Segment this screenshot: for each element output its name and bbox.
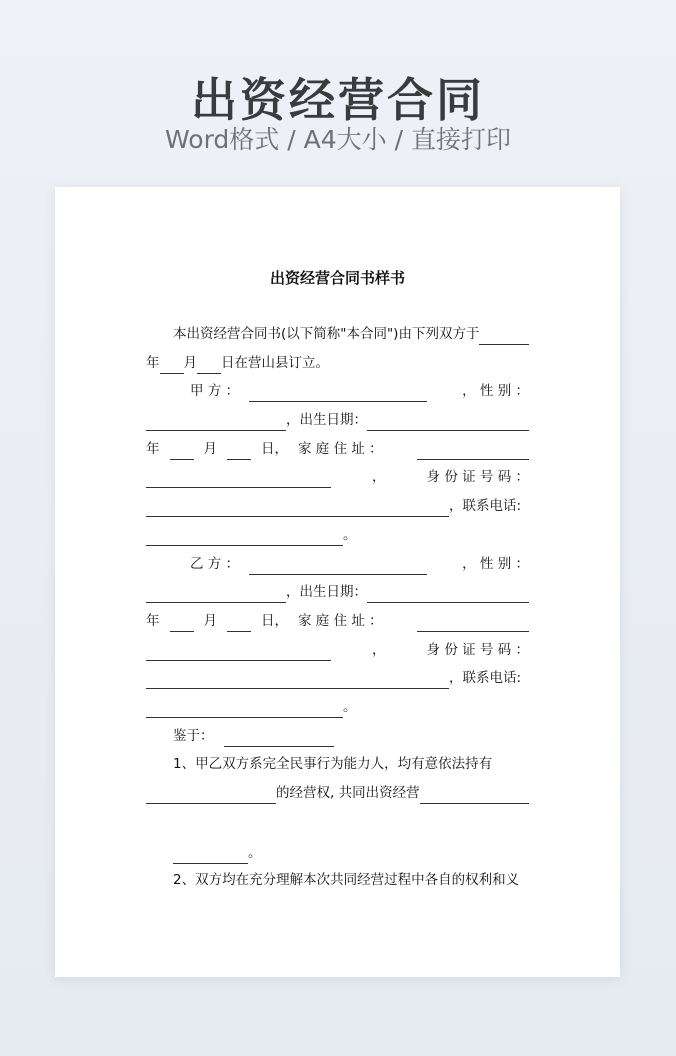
party-a-line-1: 甲 方 ： ， 性 别 ： [146,380,529,402]
party-b-id-blank [146,673,449,689]
party-b-line-5: ，联系电话: [146,667,529,689]
whereas-label: 鉴于： [173,728,214,744]
party-a-line-3: 年 月 日， 家 庭 住 址 ： [146,438,529,460]
intro-line-2: 年 月 日在营山县订立。 [146,352,529,374]
party-a-phone-blank [146,530,343,546]
clause-1-line-2: 的经营权, 共同出资经营 [146,782,529,804]
party-b-line-1: 乙 方 ： ， 性 别 ： [146,553,529,575]
party-a-line-2: ，出生日期： [146,409,529,431]
page-title: 出资经营合同 [191,73,485,127]
document-page [55,187,620,977]
intro-text: 本出资经营合同书(以下简称"本合同")由下列双方于 [173,326,480,342]
party-b-name-blank [249,559,427,575]
party-b-line-6: 。 [146,696,529,718]
party-b-label: 乙 方 ： [190,556,240,572]
clause-1-line-3: 。 [173,842,529,864]
party-a-address-blank [417,444,529,460]
party-b-line-2: ，出生日期： [146,581,529,603]
party-b-line-4: ， 身 份 证 号 码 ： [146,639,529,661]
party-b-gender-blank [146,587,286,603]
party-a-line-4: ， 身 份 证 号 码 ： [146,466,529,488]
date-blank [479,329,529,345]
page-subtitle: Word格式 / A4大小 / 直接打印 [165,125,511,154]
clause-1-line-1: 1、甲乙双方系完全民事行为能力人，均有意依法持有 [173,756,493,772]
whereas-blank [224,731,334,747]
party-a-line-6: 。 [146,524,529,546]
party-a-birth-blank [367,415,529,431]
party-a-name-blank [249,386,427,402]
party-b-phone-blank [146,702,343,718]
intro-line-1 [173,323,529,345]
party-a-id-blank [146,501,449,517]
party-b-line-3: 年 月 日， 家 庭 住 址 ： [146,610,529,632]
document-title: 出资经营合同书样书 [269,269,405,287]
party-a-line-5: ，联系电话: [146,495,529,517]
party-b-birth-blank [367,587,529,603]
party-a-gender-blank [146,415,286,431]
clause-2-line-1: 2、双方均在充分理解本次共同经营过程中各自的权利和义 [173,872,520,888]
party-b-address-blank [417,616,529,632]
whereas-line [173,725,529,747]
party-a-label: 甲 方 ： [190,383,240,399]
